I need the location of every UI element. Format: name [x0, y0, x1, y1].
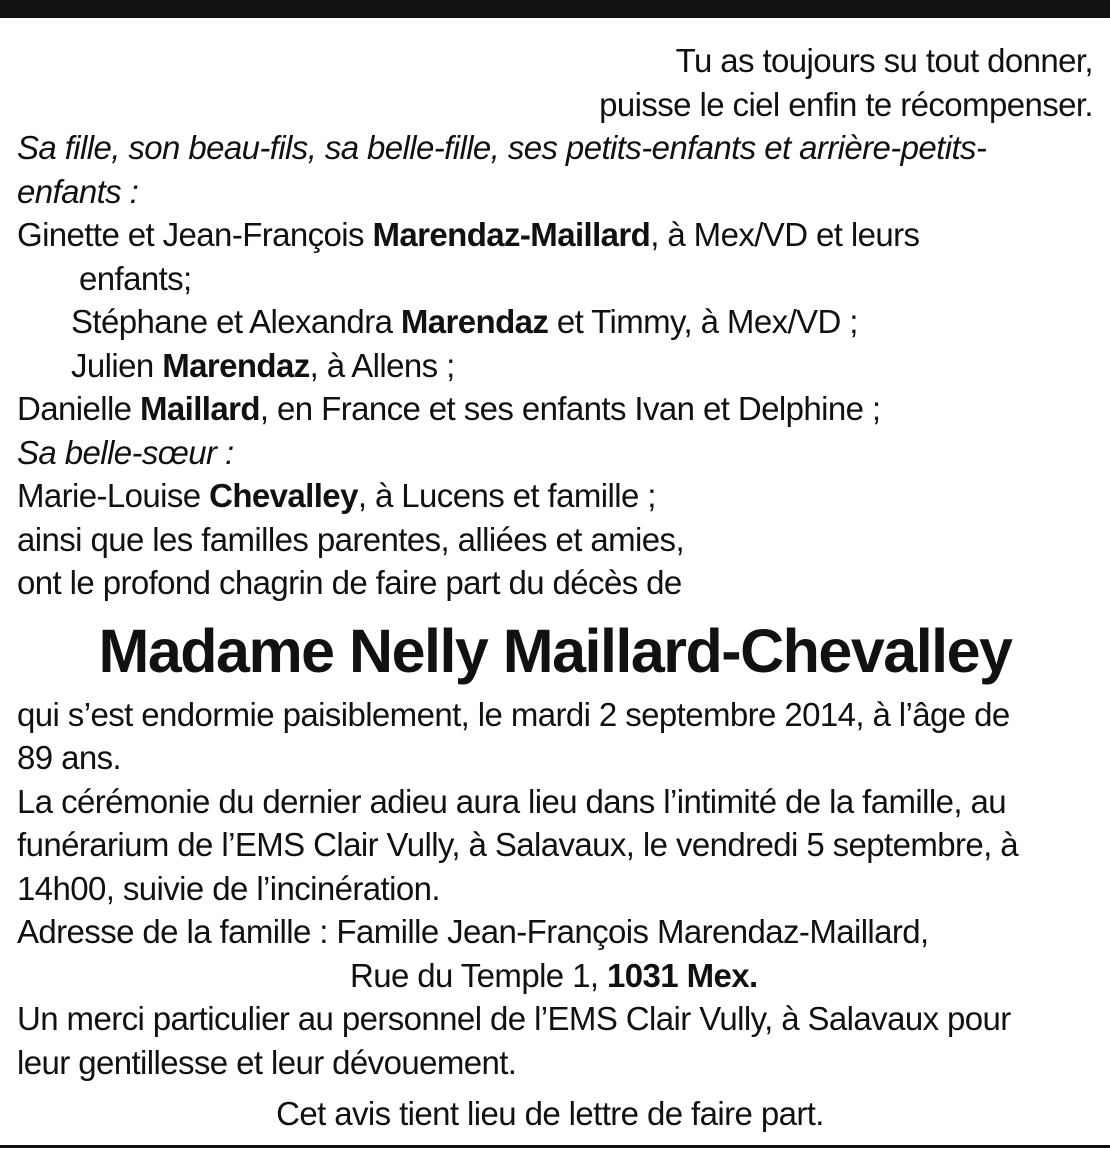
family-entry-ginette-continued: enfants; [79, 259, 192, 297]
family-entry-stephane [17, 300, 1093, 344]
family-surname: Marendaz [162, 346, 310, 384]
family-entry-julien [17, 344, 1093, 388]
poem-line-2: puisse le ciel enfin te récompenser. [599, 85, 1093, 123]
thanks-line-2: leur gentillesse et leur dévouement. [17, 1043, 517, 1081]
family-entry-text: , en France et ses enfants Ivan et Delphine ; [259, 390, 881, 427]
thanks-line-1: Un merci particulier au personnel de l’EMS Clair Vully, à Salavaux pour [17, 1000, 1011, 1037]
family-entry-danielle [17, 387, 1093, 431]
ceremony-line-2: funérarium de l’EMS Clair Vully, à Salavaux, le vendredi 5 septembre, à [17, 826, 1019, 863]
family-entry-marie-louise [17, 474, 1093, 518]
family-entry-text: Danielle [17, 390, 141, 427]
family-surname: Chevalley [209, 477, 358, 514]
family-entry-text: , à Allens ; [309, 346, 455, 384]
ceremony-line-3: 14h00, suivie de l’incinération. [17, 869, 440, 907]
family-entry-ginette [17, 213, 1093, 257]
family-entry-text: , à Mex/VD et leurs [650, 216, 920, 253]
poem-line-1: Tu as toujours su tout donner, [675, 42, 1093, 79]
address-city: 1031 Mex. [607, 956, 758, 994]
ceremony-line-1: La cérémonie du dernier adieu aura lieu dans l’intimité de la famille, au [17, 782, 1006, 820]
bottom-border-rule [0, 1145, 1110, 1148]
death-line-1: qui s’est endormie paisiblement, le mardi 2 septembre 2014, à l’âge de [17, 695, 1010, 733]
death-line-2: 89 ans. [17, 739, 122, 776]
family-surname: Marendaz-Maillard [372, 216, 651, 253]
obituary-notice [17, 39, 1093, 1136]
daughter-heading-line-2: enfants : [17, 172, 139, 210]
address-street-line [17, 954, 1093, 998]
sister-in-law-heading: Sa belle-sœur : [17, 433, 234, 471]
daughter-heading-line-1: Sa fille, son beau-fils, sa belle-fille, ses petits-enfants et arrière-petits- [17, 129, 987, 166]
family-entry-text: Ginette et Jean-François [17, 216, 373, 253]
family-entry-text: Marie-Louise [17, 477, 210, 514]
address-line-1: Adresse de la famille : Famille Jean-François Marendaz-Maillard, [17, 913, 929, 950]
deceased-name-heading: Madame Nelly Maillard-Chevalley [98, 616, 1012, 685]
family-entry-text: Stéphane et Alexandra [71, 303, 401, 340]
family-surname: Maillard [140, 390, 260, 427]
top-border-bar [0, 0, 1110, 18]
family-entry-text: , à Lucens et famille ; [357, 477, 656, 514]
family-entry-text: et Timmy, à Mex/VD ; [548, 303, 858, 340]
family-entry-text: Julien [71, 346, 163, 384]
relatives-line: ainsi que les familles parentes, alliées et amies, [17, 520, 685, 558]
closing-line: Cet avis tient lieu de lettre de faire part. [276, 1095, 824, 1132]
announcement-line: ont le profond chagrin de faire part du décès de [17, 564, 682, 601]
family-surname: Marendaz [400, 303, 549, 340]
address-street: Rue du Temple 1, [350, 956, 608, 994]
